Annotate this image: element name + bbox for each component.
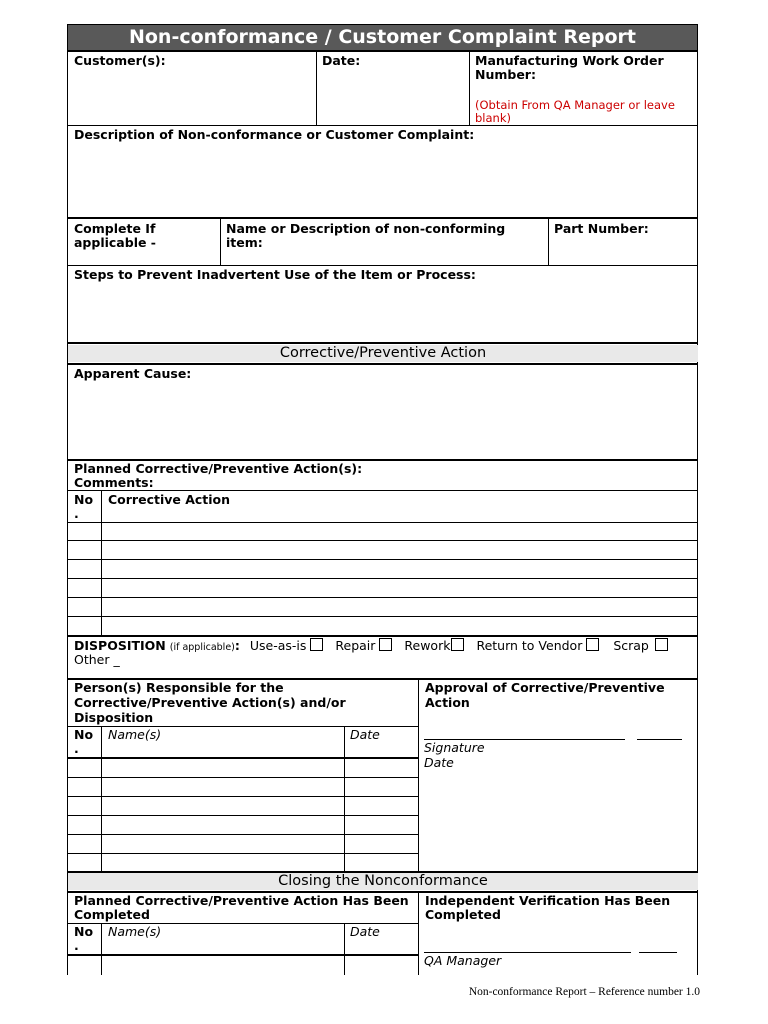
responsible-label-3: Disposition <box>74 710 154 725</box>
divider <box>68 635 697 637</box>
divider <box>68 125 697 126</box>
qa-manager-label: QA Manager <box>424 953 502 968</box>
corrective-action-header: Corrective Action <box>108 492 231 507</box>
scrap-checkbox[interactable] <box>655 638 668 651</box>
option-repair: Repair <box>335 638 376 653</box>
table-row-line <box>68 578 697 579</box>
option-rework: Rework <box>404 638 451 653</box>
corrective-action-heading: Corrective/Preventive Action <box>68 345 698 362</box>
work-order-note: (Obtain From QA Manager or leave <box>475 98 675 112</box>
verification-label: Independent Verification Has Been <box>425 893 671 908</box>
use-as-is-checkbox[interactable] <box>310 638 323 651</box>
complete-if-label: Complete If <box>74 221 156 236</box>
divider <box>68 363 697 365</box>
no-header-dot: . <box>74 506 79 521</box>
responsible-label-2: Corrective/Preventive Action(s) and/or <box>74 695 346 710</box>
divider <box>469 52 470 126</box>
divider <box>344 726 345 872</box>
closing-heading: Closing the Nonconformance <box>68 873 698 890</box>
date-header: Date <box>350 924 380 939</box>
approval-date-label: Date <box>424 755 454 770</box>
item-name-label: Name or Description of non-conforming <box>226 221 506 236</box>
table-row-line <box>68 954 418 956</box>
table-row-line <box>68 522 697 523</box>
other-label: Other _ <box>74 652 120 667</box>
divider <box>68 217 697 219</box>
date-header: Date <box>350 727 380 742</box>
approval-label-2: Action <box>425 695 470 710</box>
part-number-label: Part Number: <box>554 221 649 236</box>
table-row-line <box>68 757 418 759</box>
rework-checkbox[interactable] <box>451 638 464 651</box>
work-order-label: Manufacturing Work Order <box>475 53 664 68</box>
signature-label: Signature <box>424 740 485 755</box>
option-return-to-vendor: Return to Vendor <box>476 638 583 653</box>
names-header: Name(s) <box>108 727 162 742</box>
divider <box>68 265 697 266</box>
planned-actions-label: Planned Corrective/Preventive Action(s): <box>74 461 363 476</box>
disposition-row <box>74 638 668 655</box>
complete-if-label-2: applicable - <box>74 235 156 250</box>
divider <box>101 923 102 975</box>
table-row-line <box>68 796 418 797</box>
no-header-dot: . <box>74 741 79 756</box>
work-order-note-2: blank) <box>475 111 511 125</box>
divider <box>220 219 221 266</box>
disposition-colon: : <box>234 638 240 653</box>
description-label: Description of Non-conformance or Customer Complaint: <box>74 127 475 142</box>
date-line <box>637 739 682 740</box>
return-to-vendor-checkbox[interactable] <box>586 638 599 651</box>
comments-label: Comments: <box>74 475 154 490</box>
divider <box>101 490 102 636</box>
repair-checkbox[interactable] <box>379 638 392 651</box>
table-row-line <box>68 597 697 598</box>
divider <box>418 680 419 872</box>
disposition-label: DISPOSITION <box>74 638 166 653</box>
divider <box>101 726 102 872</box>
work-order-label-2: Number: <box>475 67 536 82</box>
table-row-line <box>68 559 697 560</box>
no-header: No <box>74 727 94 742</box>
table-row-line <box>68 777 418 778</box>
table-row-line <box>68 834 418 835</box>
footer-text: Non-conformance Report – Reference number 1.0 <box>468 986 700 998</box>
date-label: Date: <box>322 53 361 68</box>
no-header: No <box>74 492 94 507</box>
table-row-line <box>68 815 418 816</box>
table-row-line <box>68 616 697 617</box>
date-line <box>639 952 677 953</box>
divider <box>316 52 317 126</box>
verification-label-2: Completed <box>425 907 501 922</box>
table-row-line <box>68 853 418 854</box>
no-header: No <box>74 924 94 939</box>
approval-label: Approval of Corrective/Preventive <box>425 680 665 695</box>
divider <box>68 342 697 344</box>
page-title-text: Non-conformance / Customer Complaint Report <box>128 26 637 48</box>
item-name-label-2: item: <box>226 235 263 250</box>
customers-label: Customer(s): <box>74 53 166 68</box>
divider <box>68 490 697 491</box>
steps-label: Steps to Prevent Inadvertent Use of the Item or Process: <box>74 267 476 282</box>
option-scrap: Scrap <box>613 638 649 653</box>
divider <box>548 219 549 266</box>
planned-completed-label-2: Completed <box>74 907 150 922</box>
disposition-note: (if applicable) <box>169 642 235 653</box>
option-use-as-is: Use-as-is <box>249 638 307 653</box>
apparent-cause-label: Apparent Cause: <box>74 366 192 381</box>
planned-completed-label: Planned Corrective/Preventive Action Has Been <box>74 893 409 908</box>
divider <box>418 893 419 975</box>
names-header: Name(s) <box>108 924 162 939</box>
no-header-dot: . <box>74 938 79 953</box>
page-title <box>68 25 697 52</box>
responsible-label: Person(s) Responsible for the <box>74 680 284 695</box>
table-row-line <box>68 540 697 541</box>
divider <box>344 923 345 975</box>
